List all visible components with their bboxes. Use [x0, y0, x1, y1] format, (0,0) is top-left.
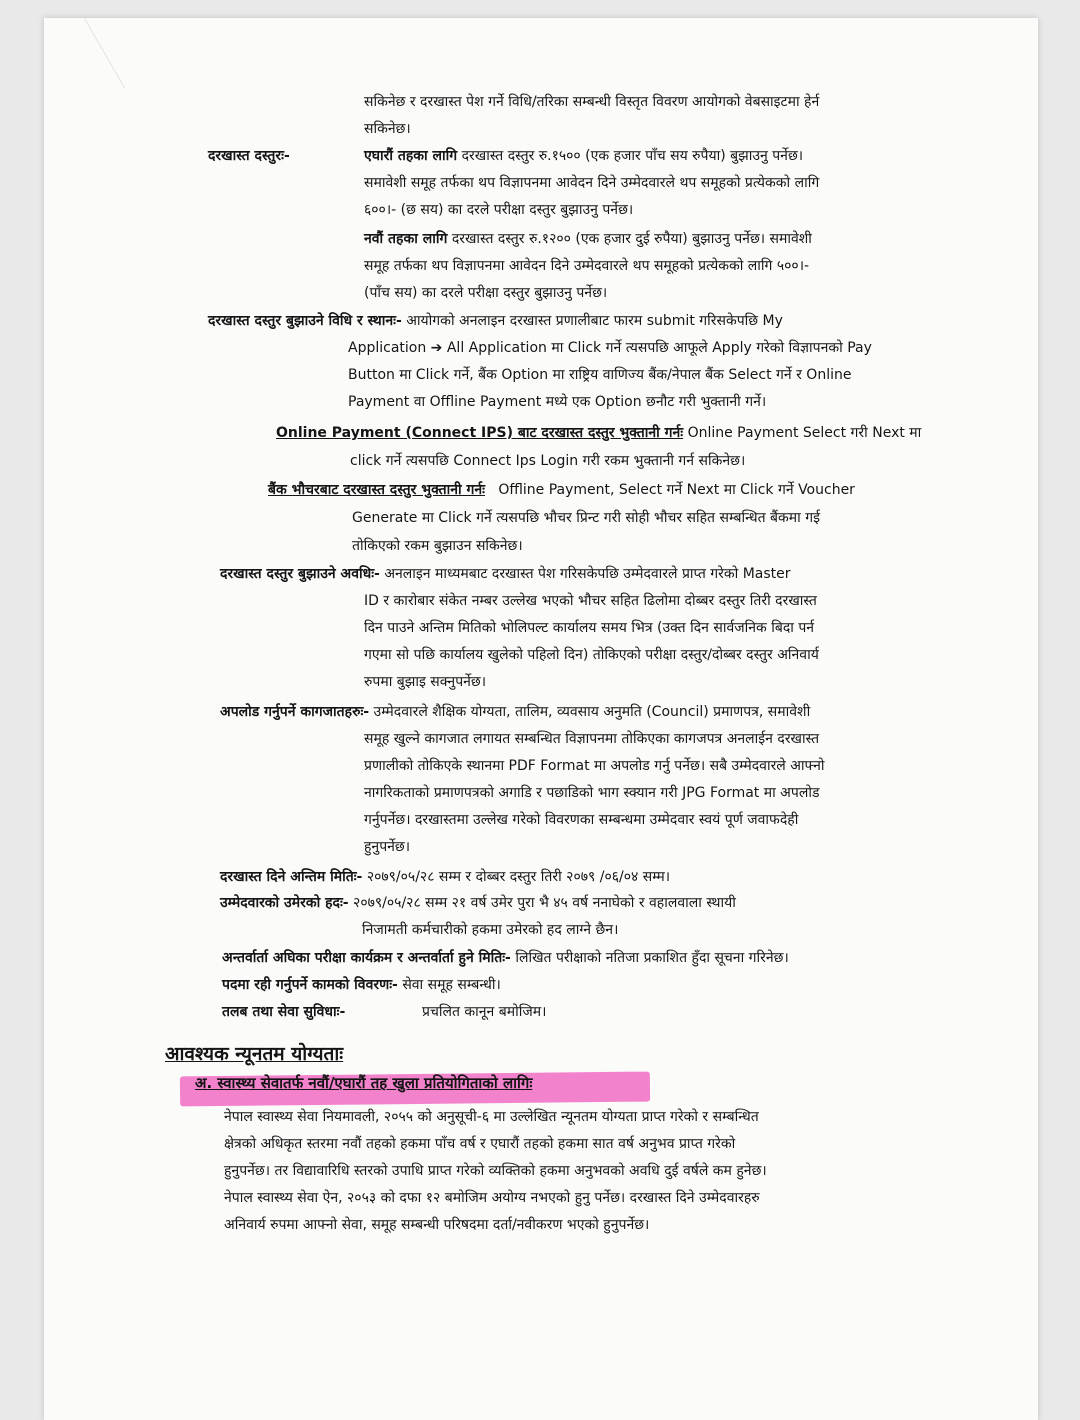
qualification-line-5: अनिवार्य रुपमा आफ्नो सेवा, समूह सम्बन्धी परिषदमा दर्ता/नवीकरण भएको हुनुपर्नेछ। — [224, 1217, 650, 1233]
fee-ninth-line-2: समूह तर्फका थप विज्ञापनमा आवेदन दिने उम्मेदवारले थप समूहको प्रत्येकको लागि ५००।- — [364, 258, 810, 274]
upload-line-4: नागरिकताको प्रमाणपत्रको अगाडि र पछाडिको भाग स्क्यान गरी JPG Format मा अपलोड — [364, 785, 820, 801]
online-line-1 — [276, 420, 921, 447]
period-line-4: गएमा सो पछि कार्यालय खुलेको पहिलो दिन) तोकिएको परीक्षा दस्तुर/दोब्बर दस्तुर अनिवार्य — [364, 647, 819, 663]
online-text: Online Payment Select गरी Next मा — [687, 425, 922, 441]
period-line-3: दिन पाउने अन्तिम मितिको भोलिपल्ट कार्यालय समय भित्र (उक्त दिन सार्वजनिक बिदा पर्न — [364, 620, 815, 636]
deadline-label: दरखास्त दिने अन्तिम मितिः- — [220, 869, 363, 885]
duty-line — [222, 972, 501, 999]
duty-label: पदमा रही गर्नुपर्ने कामको विवरणः- — [222, 977, 398, 993]
upload-line-6: हुनुपर्नेछ। — [364, 839, 411, 855]
fee-ninth-line-3: (पाँच सय) का दरले परीक्षा दस्तुर बुझाउनु पर्नेछ। — [364, 285, 608, 301]
deadline-value: २०७९/०५/२८ सम्म र दोब्बर दस्तुर तिरी २०७९ /०६/०४ सम्म। — [366, 869, 671, 885]
upload-line-3: प्रणालीको तोकिएके स्थानमा PDF Format मा अपलोड गर्नु पर्नेछ। सबै उम्मेदवारले आफ्नो — [364, 758, 825, 774]
qualification-line-2: क्षेत्रको अधिकृत स्तरमा नवौं तहको हकमा पाँच वर्ष र एघारौं तहको हकमा सात वर्ष अनुभव प्राप्त गरेको — [224, 1136, 736, 1152]
fee-ninth-text: दरखास्त दस्तुर रु.१२०० (एक हजार दुई रुपैया) बुझाउनु पर्नेछ। समावेशी — [451, 231, 812, 247]
interview-label: अन्तर्वार्ता अघिका परीक्षा कार्यक्रम र अन्तर्वार्ता हुने मितिः- — [222, 950, 511, 966]
salary-label: तलब तथा सेवा सुविधाः- — [222, 1004, 346, 1020]
fee-eleventh-heading: एघारौं तहका लागि — [364, 148, 458, 164]
period-label: दरखास्त दस्तुर बुझाउने अवधिः- — [220, 566, 380, 582]
qualification-line-4: नेपाल स्वास्थ्य सेवा ऐन, २०५३ को दफा १२ बमोजिम अयोग्य नभएको हुनु पर्नेछ। दरखास्त दिने उम्मेदवारहरु — [224, 1190, 760, 1206]
upload-text: उम्मेदवारले शैक्षिक योग्यता, तालिम, व्यवसाय अनुमति (Council) प्रमाणपत्र, समावेशी — [373, 704, 811, 720]
bank-line-3: तोकिएको रकम बुझाउन सकिनेछ। — [352, 538, 523, 554]
period-line-1 — [220, 561, 791, 588]
qualification-subheading: अ. स्वास्थ्य सेवातर्फ नवौं/एघारौं तह खुला प्रतियोगिताको लागिः — [195, 1074, 533, 1092]
fee-eleventh-text: दरखास्त दस्तुर रु.१५०० (एक हजार पाँच सय रुपैया) बुझाउनु पर्नेछ। — [461, 148, 804, 164]
fee-ninth-heading: नवौं तहका लागि — [364, 231, 448, 247]
age-text: २०७९/०५/२८ सम्म २१ वर्ष उमेर पुरा भै ४५ वर्ष ननाघेको र वहालवाला स्थायी — [353, 895, 736, 911]
duty-value: सेवा समूह सम्बन्धी। — [402, 977, 501, 993]
fee-ninth-line-1 — [364, 226, 812, 253]
age-line-2: निजामती कर्मचारीको हकमा उमेरको हद लाग्ने छैन। — [362, 922, 619, 938]
online-label: Online Payment (Connect IPS) बाट दरखास्त दस्तुर भुक्तानी गर्नः — [276, 425, 684, 441]
method-line-4: Payment वा Offline Payment मध्ये एक Option छनौट गरी भुक्तानी गर्ने। — [348, 394, 767, 410]
age-label: उम्मेदवारको उमेरको हदः- — [220, 895, 349, 911]
upload-line-2: समूह खुल्ने कागजात लगायत सम्बन्धित विज्ञापनमा तोकिएका कागजपत्र अनलाईन दरखास्त — [364, 731, 820, 747]
age-line-1 — [220, 890, 736, 917]
fee-eleventh-line-2: समावेशी समूह तर्फका थप विज्ञापनमा आवेदन दिने उम्मेदवारले थप समूहको प्रत्येकको लागि — [364, 175, 820, 191]
online-line-2: click गर्ने त्यसपछि Connect Ips Login गरी रकम भुक्तानी गर्न सकिनेछ। — [350, 453, 746, 469]
deadline-line — [220, 864, 670, 891]
method-line-3: Button मा Click गर्ने, बैंक Option मा राष्ट्रिय वाणिज्य बैंक/नेपाल बैंक Select गर्ने र Online — [348, 367, 852, 383]
period-line-5: रुपमा बुझाइ सक्नुपर्नेछ। — [364, 674, 487, 690]
method-label: दरखास्त दस्तुर बुझाउने विधि र स्थानः- — [208, 313, 402, 329]
method-line-2: Application ➔ All Application मा Click गर्ने त्यसपछि आफूले Apply गरेको विज्ञापनको Pay — [348, 340, 872, 356]
upload-line-5: गर्नुपर्नेछ। दरखास्तमा उल्लेख गरेको विवरणका सम्बन्धमा उम्मेदवार स्वयं पूर्ण जवाफदेही — [364, 812, 799, 828]
fee-eleventh-line-1 — [364, 143, 803, 170]
fold-mark — [84, 18, 215, 88]
bank-text: Offline Payment, Select गर्ने Next मा Click गर्ने Voucher — [498, 482, 855, 498]
period-line-2: ID र कारोबार संकेत नम्बर उल्लेख भएको भौचर सहित ढिलोमा दोब्बर दस्तुर तिरी दरखास्त — [364, 593, 817, 609]
bank-line-2: Generate मा Click गर्ने त्यसपछि भौचर प्रिन्ट गरी सोही भौचर सहित सम्बन्धित बैंकमा गई — [352, 510, 820, 526]
bank-label: बैंक भौचरबाट दरखास्त दस्तुर भुक्तानी गर्नः — [268, 482, 485, 498]
qualification-line-1: नेपाल स्वास्थ्य सेवा नियमावली, २०५५ को अनुसूची-६ मा उल्लेखित न्यूनतम योग्यता प्राप्त गरेको र सम्बन्धित — [224, 1109, 759, 1125]
intro-line-1: सकिनेछ र दरखास्त पेश गर्ने विधि/तरिका सम्बन्धी विस्तृत विवरण आयोगको वेबसाइटमा हेर्न — [364, 94, 820, 110]
upload-label: अपलोड गर्नुपर्ने कागजातहरुः- — [220, 704, 370, 720]
qualification-heading: आवश्यक न्यूनतम योग्यताः — [165, 1043, 344, 1065]
bank-line-1 — [268, 477, 855, 504]
salary-value: प्रचलित कानून बमोजिम। — [422, 1004, 547, 1020]
qualification-line-3: हुनुपर्नेछ। तर विद्यावारिधि स्तरको उपाधि प्राप्त गरेको व्यक्तिको हकमा अनुभवको अवधि दुई वर्षले कम हुनेछ। — [224, 1163, 767, 1179]
interview-line — [222, 945, 789, 972]
method-text: आयोगको अनलाइन दरखास्त प्रणालीबाट फारम submit गरिसकेपछि My — [406, 313, 783, 329]
method-line-1 — [208, 308, 783, 335]
intro-line-2: सकिनेछ। — [364, 121, 411, 137]
interview-value: लिखित परीक्षाको नतिजा प्रकाशित हुँदा सूचना गरिनेछ। — [515, 950, 789, 966]
period-text: अनलाइन माध्यमबाट दरखास्त पेश गरिसकेपछि उम्मेदवारले प्राप्त गरेको Master — [384, 566, 791, 582]
fee-label: दरखास्त दस्तुरः- — [208, 148, 290, 164]
fee-eleventh-line-3: ६००।- (छ सय) का दरले परीक्षा दस्तुर बुझाउनु पर्नेछ। — [364, 202, 634, 218]
upload-line-1 — [220, 699, 810, 726]
